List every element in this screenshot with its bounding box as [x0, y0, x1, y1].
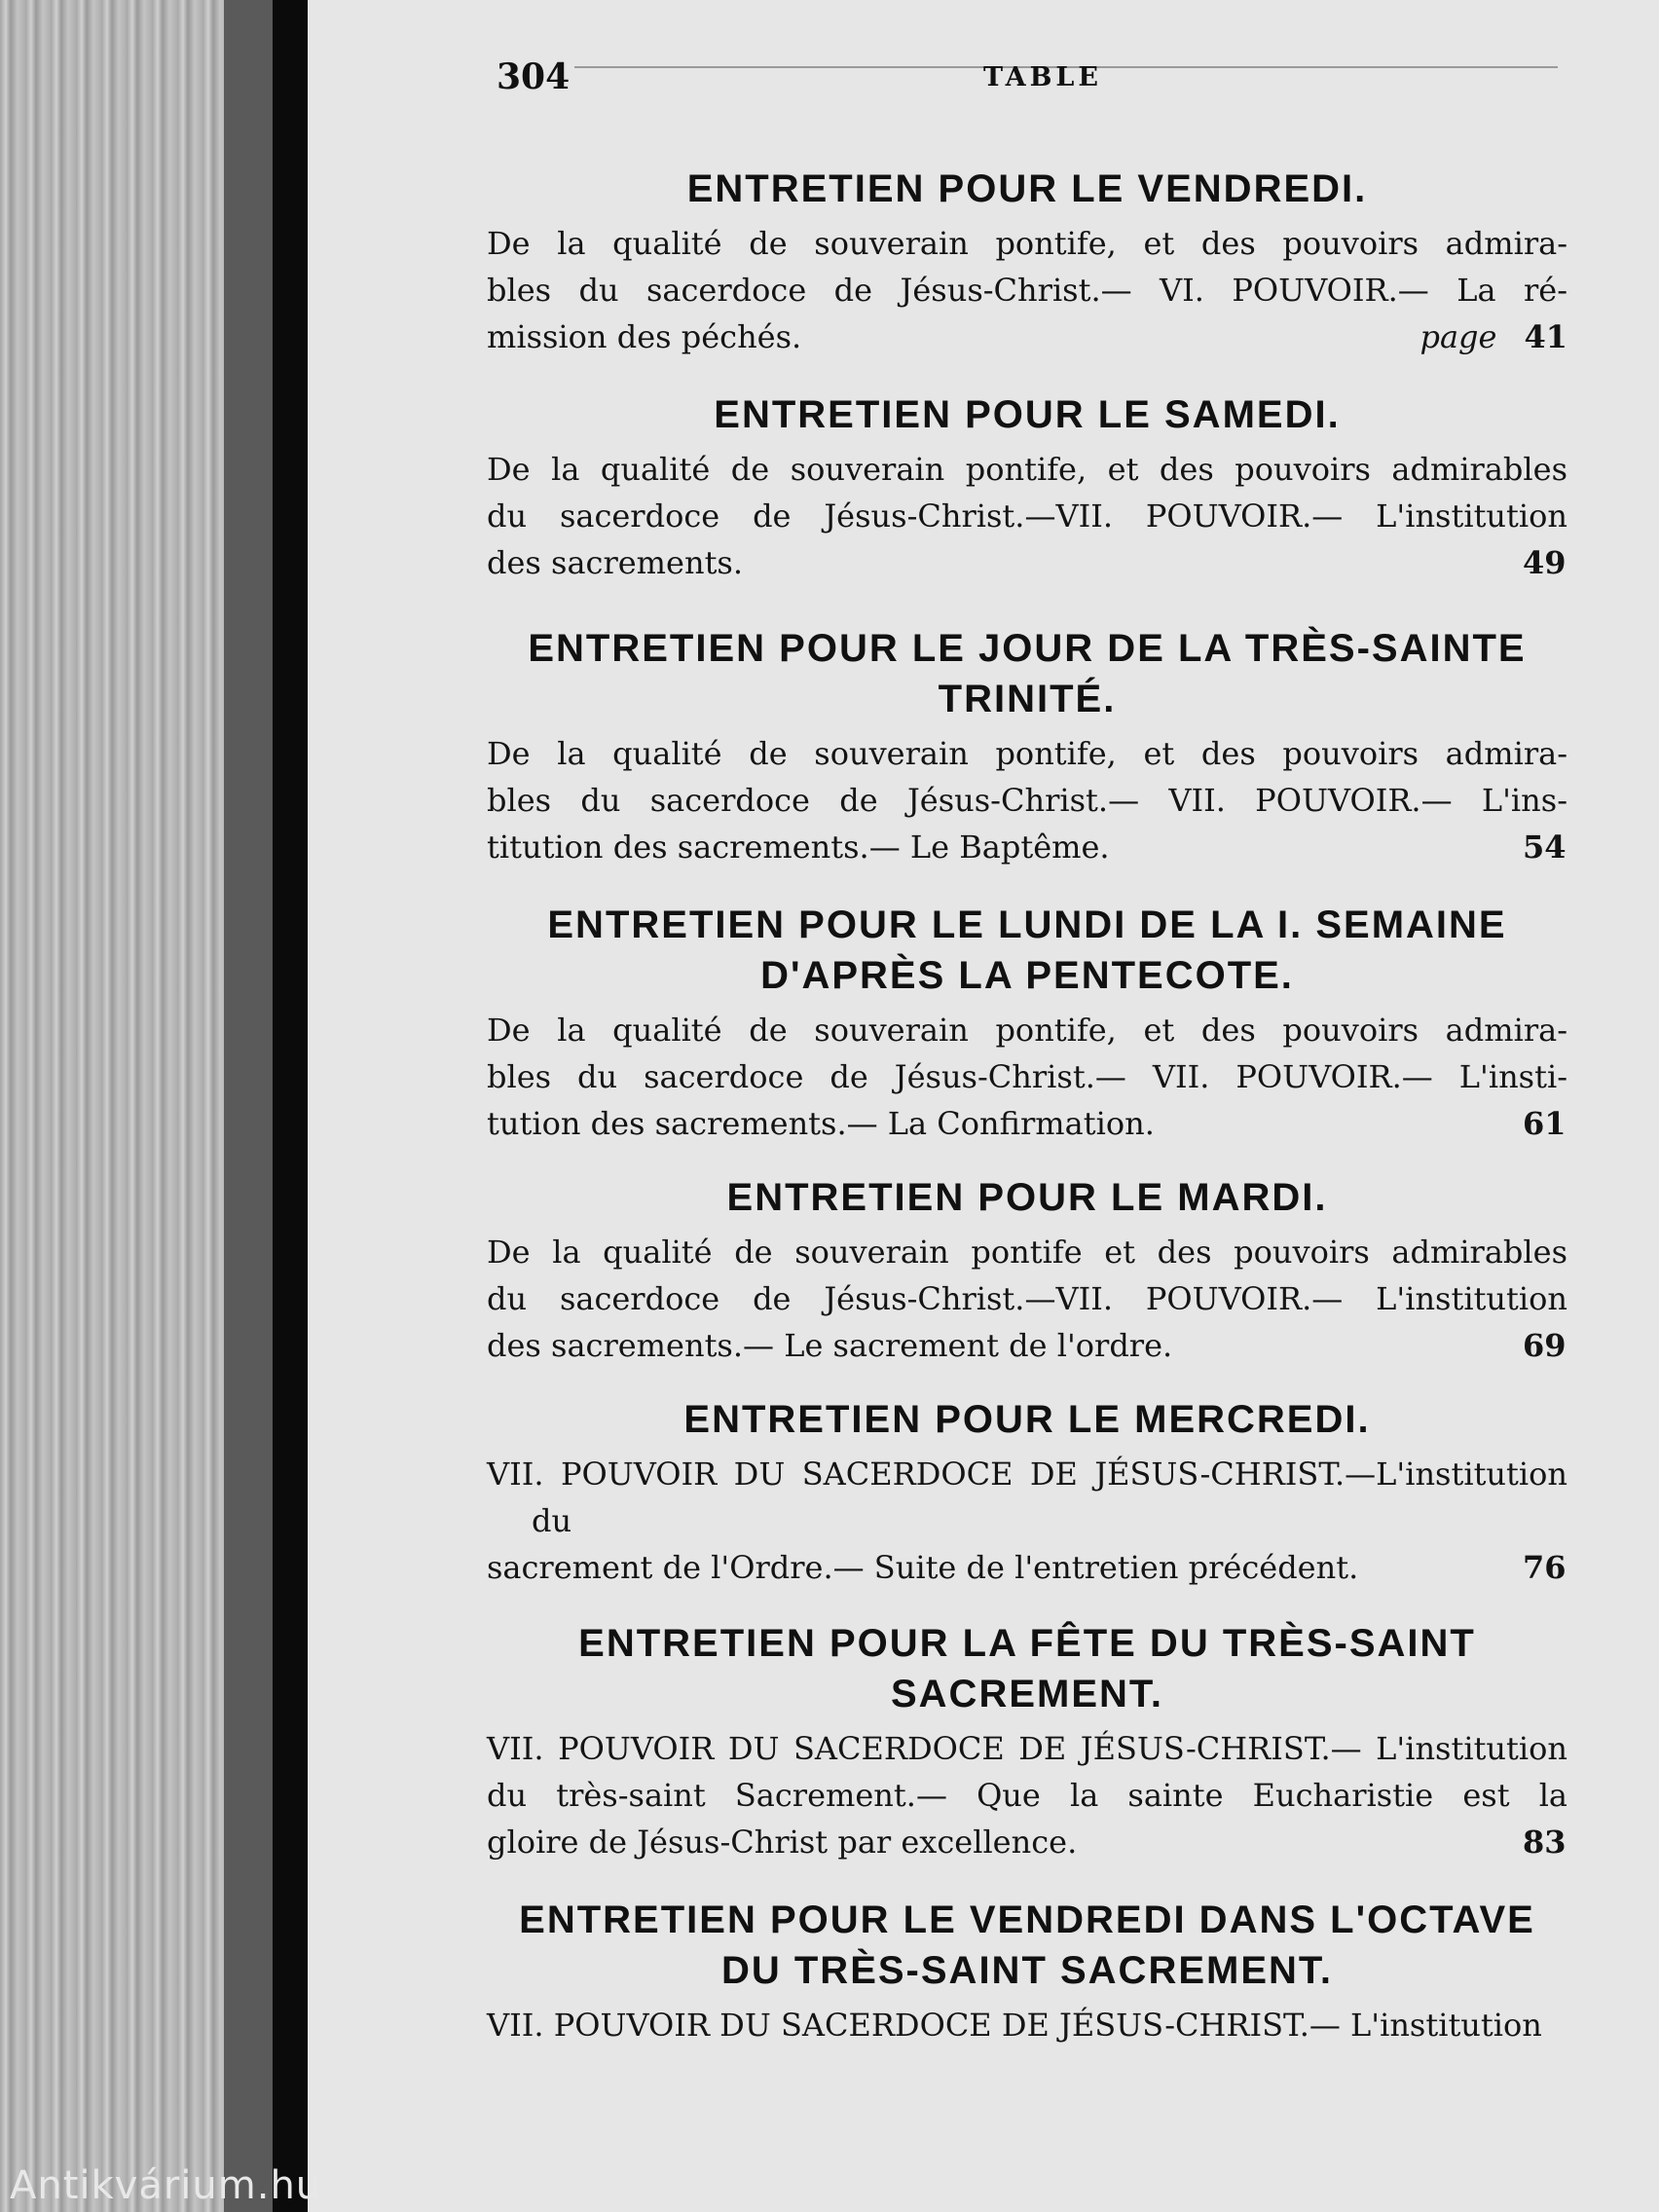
entry-description [487, 2002, 1567, 2048]
description-line: bles du sacerdoce de Jésus-Christ.— VI. POUVOIR.— La ré- [487, 272, 1567, 309]
toc-entry [487, 623, 1567, 870]
table-of-contents [487, 136, 1567, 2048]
description-line: De la qualité de souverain pontife, et des pouvoirs admira- [487, 1012, 1567, 1049]
description-line: gloire de Jésus-Christ par excellence. [487, 1824, 1078, 1861]
description-line: De la qualité de souverain pontife, et des pouvoirs admirables [487, 451, 1567, 488]
entry-title: ENTRETIEN POUR LE VENDREDI. [686, 167, 1368, 210]
entry-title: ENTRETIEN POUR LE SAMEDI. [714, 393, 1341, 436]
entry-title: D'APRÈS LA PENTECOTE. [760, 954, 1294, 997]
entry-title: DU TRÈS-SAINT SACREMENT. [720, 1949, 1334, 1992]
description-line: titution des sacrements.— Le Baptême. [487, 829, 1110, 866]
entry-title: ENTRETIEN POUR LE JOUR DE LA TRÈS-SAINTE [528, 627, 1527, 670]
description-line: des sacrements.— Le sacrement de l'ordre. [487, 1327, 1173, 1364]
entry-description [487, 1451, 1567, 1591]
description-line: des sacrements. [487, 544, 744, 581]
toc-entry [487, 1618, 1567, 1865]
page-number: 304 [497, 56, 571, 97]
page-reference: 61 [1523, 1105, 1567, 1142]
entry-title: ENTRETIEN POUR LA FÊTE DU TRÈS-SAINT [578, 1622, 1476, 1665]
scanner-edge [224, 0, 273, 2212]
toc-entry [487, 900, 1567, 1147]
scanner-background [0, 0, 224, 2212]
entry-description [487, 220, 1567, 360]
watermark: Antikvárium.hu [10, 2163, 322, 2208]
description-line: VII. POUVOIR DU SACERDOCE DE JÉSUS-CHRIST.—L'institution du [487, 1456, 1567, 1539]
page-reference: 83 [1523, 1824, 1567, 1861]
description-line: tution des sacrements.— La Confirmation. [487, 1105, 1155, 1142]
entry-title: ENTRETIEN POUR LE MERCREDI. [683, 1398, 1371, 1441]
description-line: De la qualité de souverain pontife et des pouvoirs admirables [487, 1234, 1567, 1271]
toc-entry [487, 164, 1567, 360]
entry-description [487, 730, 1567, 870]
entry-description [487, 1725, 1567, 1865]
toc-entry [487, 1394, 1567, 1591]
toc-entry [487, 389, 1567, 586]
running-title: TABLE [983, 62, 1102, 92]
description-line: du très-saint Sacrement.— Que la sainte Eucharistie est la [487, 1777, 1567, 1814]
page-reference: 49 [1523, 544, 1567, 581]
description-line: VII. POUVOIR DU SACERDOCE DE JÉSUS-CHRIST.— L'institution [487, 1730, 1567, 1767]
description-line: bles du sacerdoce de Jésus-Christ.— VII. POUVOIR.— L'ins- [487, 782, 1567, 819]
description-line: VII. POUVOIR DU SACERDOCE DE JÉSUS-CHRIST.— L'institution [487, 2007, 1542, 2044]
toc-entry [487, 1895, 1567, 2048]
description-line: mission des péchés. [487, 318, 802, 355]
description-line: du sacerdoce de Jésus-Christ.—VII. POUVOIR.— L'institution [487, 1280, 1567, 1317]
description-line: du sacerdoce de Jésus-Christ.—VII. POUVOIR.— L'institution [487, 498, 1567, 535]
entry-title: ENTRETIEN POUR LE LUNDI DE LA I. SEMAINE [547, 903, 1507, 946]
page-reference: 76 [1523, 1549, 1567, 1586]
toc-entry [487, 1172, 1567, 1369]
page-reference: 69 [1523, 1327, 1567, 1364]
entry-description [487, 1229, 1567, 1369]
description-line: De la qualité de souverain pontife, et des pouvoirs admira- [487, 225, 1567, 262]
page-reference: 41 [1524, 318, 1567, 355]
entry-title: TRINITÉ. [938, 678, 1117, 720]
entry-title: ENTRETIEN POUR LE VENDREDI DANS L'OCTAVE [519, 1899, 1535, 1941]
entry-description [487, 446, 1567, 586]
page-reference: 54 [1523, 829, 1567, 866]
book-binding-shadow [273, 0, 308, 2212]
description-line: sacrement de l'Ordre.— Suite de l'entretien précédent. [487, 1549, 1359, 1586]
page-label: page [1419, 318, 1497, 355]
entry-title: ENTRETIEN POUR LE MARDI. [726, 1176, 1328, 1219]
page-header [497, 56, 1558, 105]
entry-title: SACREMENT. [890, 1673, 1164, 1715]
description-line: bles du sacerdoce de Jésus-Christ.— VII. POUVOIR.— L'insti- [487, 1058, 1567, 1095]
entry-description [487, 1007, 1567, 1147]
description-line: De la qualité de souverain pontife, et des pouvoirs admira- [487, 735, 1567, 772]
